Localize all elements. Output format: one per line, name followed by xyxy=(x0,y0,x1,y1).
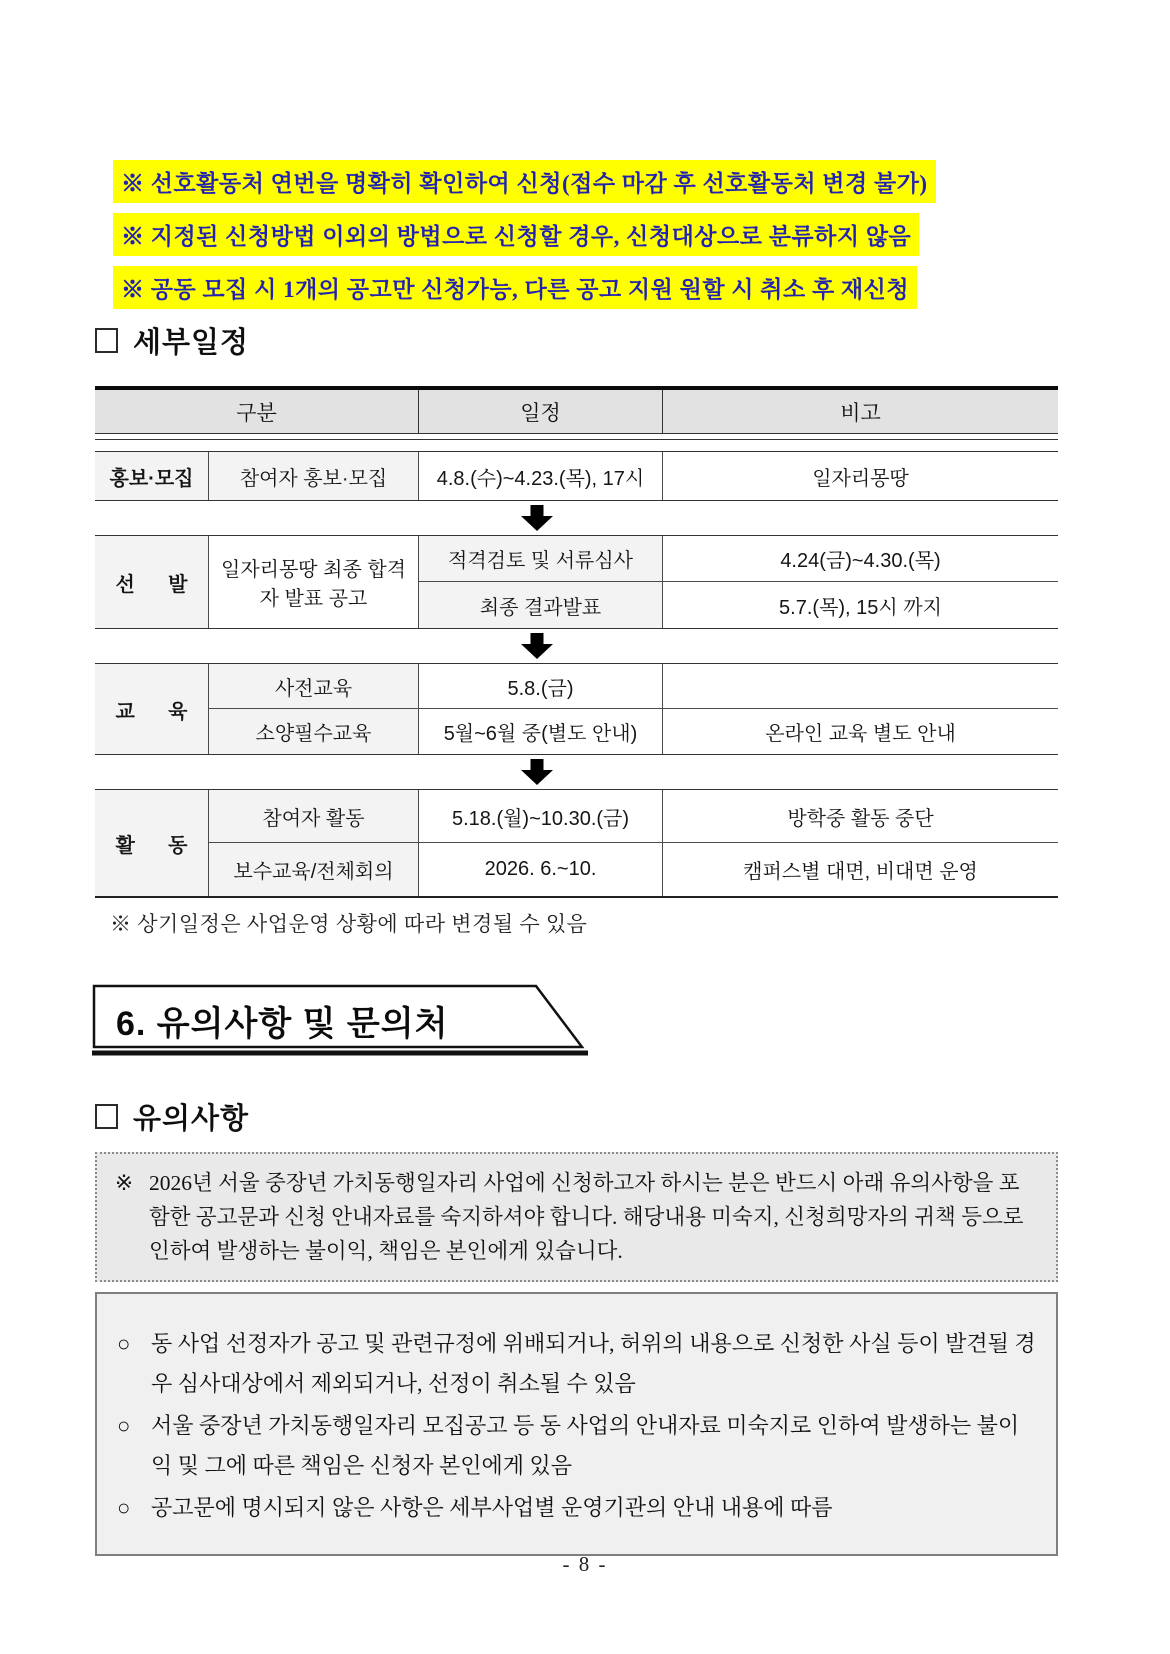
note-cell: 일자리몽땅 xyxy=(662,452,1058,500)
down-arrow-icon xyxy=(521,505,553,531)
circle-bullet-icon: ○ xyxy=(117,1331,131,1356)
cautions-heading-label: 유의사항 xyxy=(133,1103,250,1135)
highlighted-notice: ※ 공동 모집 시 1개의 공고만 신청가능, 다른 공고 지원 원할 시 취소 후 재신청 xyxy=(113,266,917,309)
schedule-footnote: ※ 상기일정은 사업운영 상황에 따라 변경될 수 있음 xyxy=(110,912,588,936)
item-cell: 소양필수교육 xyxy=(208,709,418,754)
date-cell: 5월~6월 중(별도 안내) xyxy=(418,709,662,754)
flow-gap xyxy=(95,629,1058,663)
page-number: - 8 - xyxy=(562,1552,608,1576)
caution-notice-box xyxy=(95,1152,1058,1282)
date-cell: 5.18.(월)~10.30.(금) xyxy=(418,790,662,843)
category-cell: 홍보·모집 xyxy=(95,452,208,500)
schedule-section-promotion xyxy=(95,451,1058,501)
schedule-section-education xyxy=(95,663,1058,755)
schedule-section-activity xyxy=(95,789,1058,898)
item-cell: 적격검토 및 서류심사 xyxy=(418,536,662,582)
bullet-item xyxy=(117,1406,1038,1486)
section6-title: 6. 유의사항 및 문의처 xyxy=(116,1005,449,1043)
flow-gap xyxy=(95,755,1058,789)
reference-mark: ※ xyxy=(115,1171,134,1195)
bullet-text: 서울 중장년 가치동행일자리 모집공고 등 동 사업의 안내자료 미숙지로 인하여 발생하는 불이익 및 그에 따른 책임은 신청자 본인에게 있음 xyxy=(151,1413,1020,1478)
date-cell: 4.24(금)~4.30.(목) xyxy=(662,536,1058,582)
caution-notice-body: 2026년 서울 중장년 가치동행일자리 사업에 신청하고자 하시는 분은 반드시 아래 유의사항을 포함한 공고문과 신청 안내자료를 숙지하셔야 합니다. 해당내용 미숙지, 신청희망자의 귀책 등으로 인하여 발생하는 불이익, 책임은 본인에게 있습니다. xyxy=(149,1171,1024,1263)
bullet-item xyxy=(117,1488,1038,1528)
category-cell: 선 발 xyxy=(95,536,208,628)
header-cell-category: 구분 xyxy=(236,401,277,425)
caution-bullet-box xyxy=(95,1292,1058,1556)
category-cell: 활 동 xyxy=(95,790,208,896)
schedule-heading xyxy=(95,320,249,361)
section6-banner xyxy=(92,984,612,1060)
hollow-square-icon xyxy=(95,1104,118,1129)
down-arrow-icon xyxy=(521,759,553,785)
schedule-section-selection xyxy=(95,535,1058,629)
date-cell: 5.8.(금) xyxy=(418,664,662,709)
note-cell: 온라인 교육 별도 안내 xyxy=(662,709,1058,754)
highlighted-notice: ※ 선호활동처 연번을 명확히 확인하여 신청(접수 마감 후 선호활동처 변경 불가) xyxy=(113,160,936,203)
down-arrow-icon xyxy=(521,633,553,659)
category-cell: 교 육 xyxy=(95,664,208,754)
item-cell: 최종 결과발표 xyxy=(418,582,662,628)
item-cell: 사전교육 xyxy=(208,664,418,709)
schedule-table-header xyxy=(95,386,1058,434)
top-notices xyxy=(113,160,1113,319)
header-cell-note: 비고 xyxy=(662,390,1058,433)
item-cell: 참여자 활동 xyxy=(208,790,418,843)
header-cell-date: 일정 xyxy=(418,390,662,433)
bullet-item xyxy=(117,1324,1038,1404)
item-cell: 참여자 홍보·모집 xyxy=(208,452,418,500)
date-cell: 5.7.(목), 15시 까지 xyxy=(662,582,1058,628)
cautions-heading xyxy=(95,1096,249,1137)
circle-bullet-icon: ○ xyxy=(117,1413,131,1438)
schedule-heading-label: 세부일정 xyxy=(133,327,250,359)
flow-gap xyxy=(95,501,1058,535)
caution-notice-text xyxy=(115,1166,1040,1268)
note-cell-merged: 일자리몽땅 최종 합격자 발표 공고 xyxy=(208,536,418,628)
note-cell: 캠퍼스별 대면, 비대면 운영 xyxy=(662,843,1058,896)
bullet-text: 공고문에 명시되지 않은 사항은 세부사업별 운영기관의 안내 내용에 따름 xyxy=(151,1495,833,1520)
item-cell: 보수교육/전체회의 xyxy=(208,843,418,896)
hollow-square-icon xyxy=(95,328,118,353)
note-cell: 방학중 활동 중단 xyxy=(662,790,1058,843)
date-cell: 2026. 6.~10. xyxy=(418,843,662,896)
highlighted-notice: ※ 지정된 신청방법 이외의 방법으로 신청할 경우, 신청대상으로 분류하지 않음 xyxy=(113,213,919,256)
note-cell xyxy=(662,664,1058,709)
date-cell: 4.8.(수)~4.23.(목), 17시 xyxy=(418,452,662,500)
schedule-table xyxy=(95,386,1058,898)
circle-bullet-icon: ○ xyxy=(117,1495,131,1520)
bullet-text: 동 사업 선정자가 공고 및 관련규정에 위배되거나, 허위의 내용으로 신청한 사실 등이 발견될 경우 심사대상에서 제외되거나, 선정이 취소될 수 있음 xyxy=(151,1331,1036,1396)
